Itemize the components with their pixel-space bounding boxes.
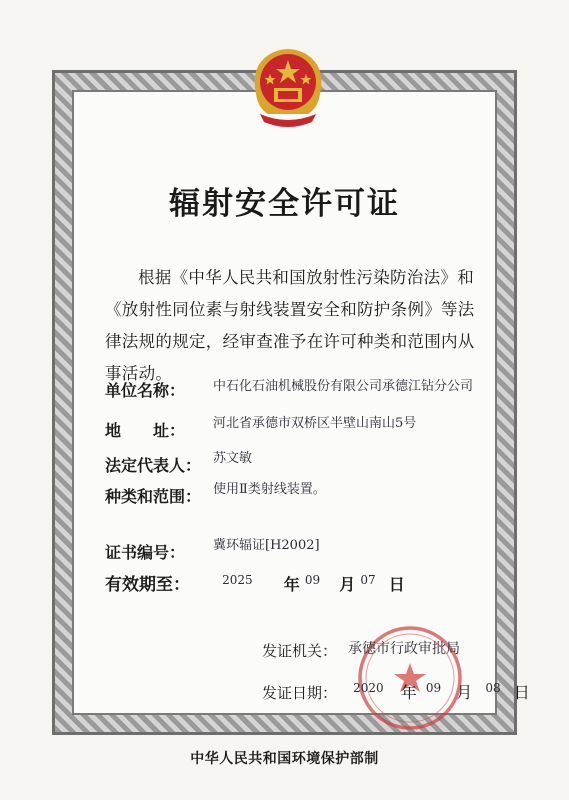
issuer-label: 发证机关： [262,642,338,660]
issuing-ministry-footer: 中华人民共和国环境保护部制 [190,751,379,767]
legal-representative-row [105,451,253,477]
national-emblem-icon [248,44,328,130]
validity-day: 07 [360,573,376,587]
validity-row [105,570,405,594]
certificate-title: 辐射安全许可证 [169,186,400,222]
scope-value: 使用Ⅱ类射线装置。 [213,482,326,497]
issue-date-month-unit: 月 [456,683,473,702]
scope-label: 种类和范围： [105,487,202,506]
validity-year-unit: 年 [283,575,300,594]
issue-date-day: 08 [485,681,501,695]
address-label: 地 址： [105,421,186,440]
address-value: 河北省承德市双桥区半壁山南山5号 [213,416,417,431]
unit-name-label: 单位名称： [105,381,186,400]
issue-date-year: 2020 [353,681,384,695]
certificate-number-value: 冀环辐证[H2002] [213,538,320,553]
legal-representative-label: 法定代表人： [105,456,202,475]
unit-name-value: 中石化石油机械股份有限公司承德江钻分公司 [213,379,474,394]
issuer-value: 承德市行政审批局 [348,641,460,657]
validity-month: 09 [304,573,321,587]
issuer-row [262,640,460,664]
issue-date-day-unit: 日 [513,683,530,702]
legal-basis-paragraph: 根据《中华人民共和国放射性污染防治法》和《放射性同位素与射线装置安全和防护条例》等法律法规的规定，经审查准予在许可种类和范围内从事活动。 [105,268,475,383]
legal-representative-value: 苏文敏 [213,451,253,466]
validity-day-unit: 日 [388,575,405,594]
issue-date-month: 09 [425,681,442,695]
validity-month-unit: 月 [339,575,356,594]
validity-label: 有效期至： [105,575,190,595]
unit-name-row [105,378,474,402]
scope-row [105,482,326,508]
issue-date-label: 发证日期： [262,684,338,702]
issue-date-row [262,680,530,704]
certificate-number-label: 证书编号： [105,543,186,562]
address-row [105,416,417,442]
certificate-number-row [105,538,320,564]
issue-date-year-unit: 年 [400,683,417,702]
validity-year: 2025 [222,573,253,587]
